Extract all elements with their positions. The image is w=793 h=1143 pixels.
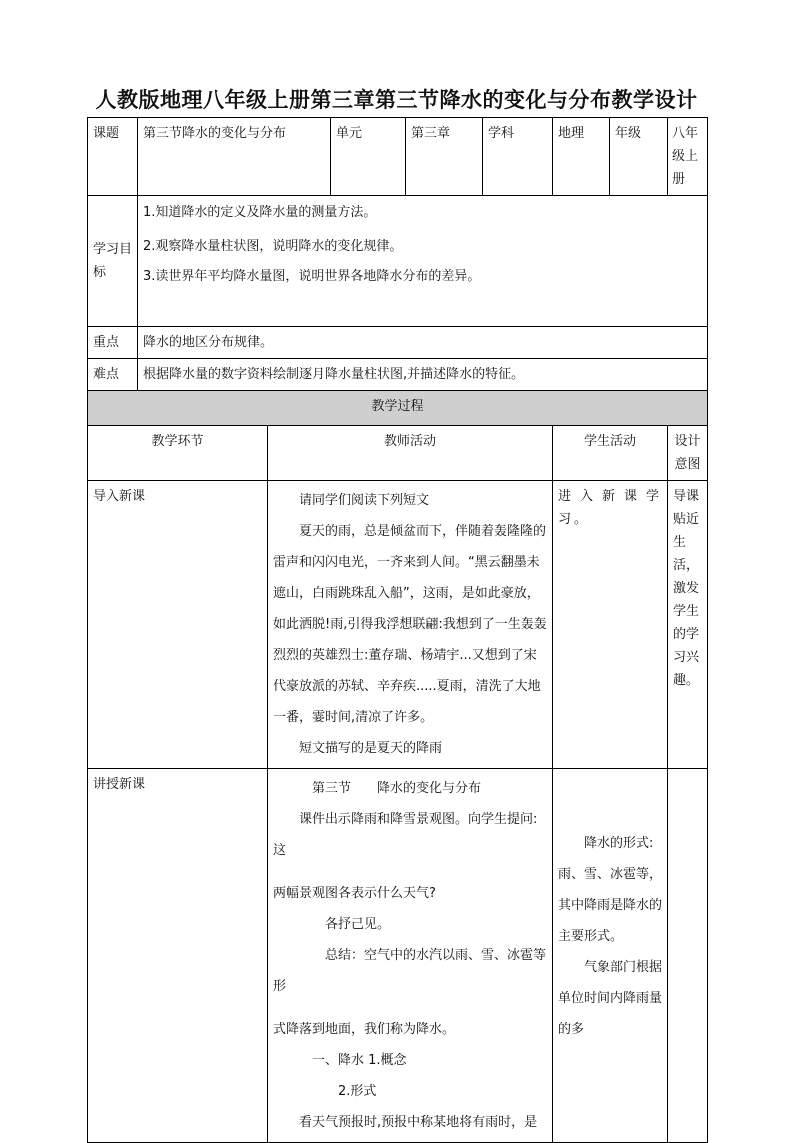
intro-teacher-passage: 夏天的雨，总是倾盆而下，伴随着轰隆隆的雷声和闪闪电光，一齐来到人间。“黑云翻墨未遮山，白雨跳珠乱入船”，这雨，是如此豪放，如此洒脱!雨,引得我浮想联翩:我想到了一生轰轰烈烈的英雄烈士:董存瑞、杨靖宇...又想到了宋代豪放派的苏轼、辛弃疾.....夏雨，清洗了大地一番，霎时间,清凉了许多。 (273, 524, 547, 725)
intro-teacher-line: 请同学们阅读下列短文 (299, 493, 430, 508)
label-grade: 年级 (610, 118, 668, 196)
new-lesson-teacher (268, 769, 553, 1143)
header-row (88, 118, 708, 196)
subject-value: 地理 (553, 118, 610, 196)
key-point-label: 重点 (88, 327, 138, 359)
goals-label: 学习目标 (88, 196, 138, 327)
goal-item: 1.知道降水的定义及降水量的测量方法。 (143, 205, 377, 220)
label-subject: 学科 (483, 118, 553, 196)
label-unit: 单元 (331, 118, 406, 196)
new-lesson-stage: 讲授新课 (88, 769, 268, 1143)
key-point-row (88, 327, 708, 359)
intro-design (668, 481, 708, 769)
process-title: 教学过程 (88, 391, 708, 426)
col-student: 学生活动 (553, 426, 668, 481)
goals-row (88, 196, 708, 327)
new-lesson-line: 看天气预报时,预报中称某地将有雨时，是 (299, 1115, 538, 1130)
process-title-row (88, 391, 708, 426)
difficulty-row (88, 359, 708, 391)
col-teacher: 教师活动 (268, 426, 553, 481)
new-lesson-line: 两幅景观图各表示什么天气? (273, 886, 436, 901)
topic-value: 第三节降水的变化与分布 (138, 118, 331, 196)
col-stage: 教学环节 (88, 426, 268, 481)
label-topic: 课题 (88, 118, 138, 196)
lesson-plan-table (87, 117, 708, 1143)
new-lesson-student (553, 769, 668, 1143)
intro-stage: 导入新课 (88, 481, 268, 769)
new-lesson-student-text: 气象部门根据单位时间内降雨量的多 (558, 960, 663, 1037)
key-point-text: 降水的地区分布规律。 (138, 327, 708, 359)
new-lesson-line: 总结：空气中的水汽以雨、雪、冰雹等形 (273, 948, 547, 994)
new-lesson-line: 一、降水 1.概念 (312, 1053, 407, 1068)
goal-item: 2.观察降水量柱状图，说明降水的变化规律。 (143, 239, 403, 254)
new-lesson-line: 式降落到地面，我们称为降水。 (273, 1022, 456, 1037)
new-lesson-line: 各抒己见。 (325, 917, 391, 932)
new-lesson-line: 2.形式 (338, 1084, 377, 1099)
intro-row (88, 481, 708, 769)
new-lesson-student-text: 降水的形式:雨、雪、冰雹等，其中降雨是降水的主要形式。 (558, 836, 663, 944)
intro-design-text: 导课贴近生活，激发学生的学习兴趣。 (673, 489, 700, 688)
col-design: 设计意图 (668, 426, 708, 481)
goal-item: 3.读世界年平均降水量图，说明世界各地降水分布的差异。 (143, 269, 481, 284)
column-header-row (88, 426, 708, 481)
new-lesson-line: 课件出示降雨和降雪景观图。向学生提问:这 (273, 812, 538, 858)
intro-student: 进入新课学习。 (553, 481, 668, 769)
new-lesson-row (88, 769, 708, 1143)
grade-value: 八年级上册 (668, 118, 708, 196)
difficulty-label: 难点 (88, 359, 138, 391)
unit-value: 第三章 (406, 118, 483, 196)
new-lesson-design (668, 769, 708, 1143)
page-title: 人教版地理八年级上册第三章第三节降水的变化与分布教学设计 (95, 88, 698, 112)
section-heading: 第三节 降水的变化与分布 (312, 781, 482, 796)
intro-teacher-line: 短文描写的是夏天的降雨 (299, 741, 443, 756)
goals-content (138, 196, 708, 327)
intro-teacher (268, 481, 553, 769)
difficulty-text: 根据降水量的数字资料绘制逐月降水量柱状图,并描述降水的特征。 (138, 359, 708, 391)
